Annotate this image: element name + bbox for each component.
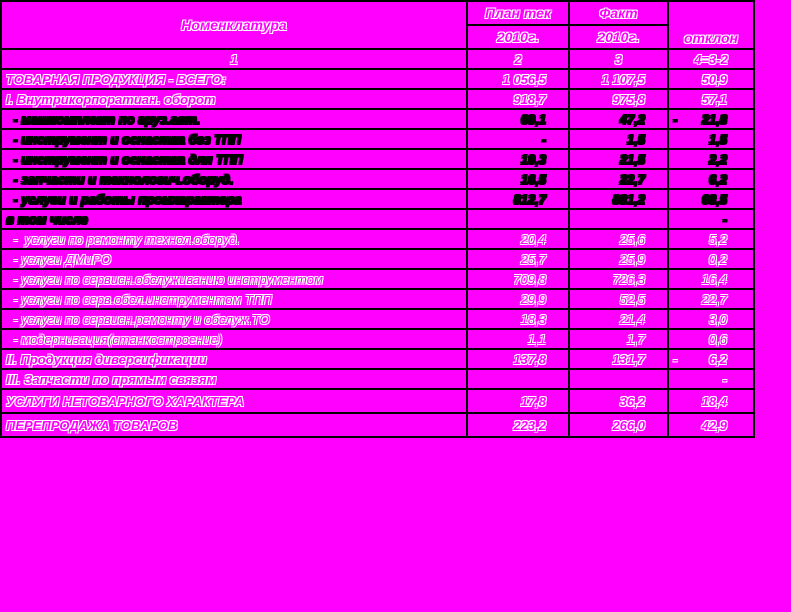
deviation-value: 1,5 [708, 131, 727, 147]
index-cell-3: 3 [569, 49, 668, 69]
row-name: I. Внутрикорпоратиан. оборот [1, 89, 467, 109]
index-cell-4: 4=3-2 [668, 49, 754, 69]
row-fact [569, 369, 668, 389]
table-row [1, 129, 754, 149]
table-row [1, 169, 754, 189]
table-row [1, 89, 754, 109]
deviation-value: 21,8 [701, 111, 727, 127]
row-deviation [668, 109, 754, 129]
table-row [1, 329, 754, 349]
row-name: II. Продукция диверсификации [1, 349, 467, 369]
index-cell-1: 1 [1, 49, 467, 69]
deviation-value: 5,2 [708, 231, 727, 247]
row-fact: 1,7 [569, 329, 668, 349]
deviation-value: 22,7 [701, 291, 727, 307]
table-row [1, 109, 754, 129]
row-name: - модернизация(станкостроение) [1, 329, 467, 349]
row-fact: 266,0 [569, 413, 668, 437]
row-fact: 21,4 [569, 309, 668, 329]
table-row [1, 389, 754, 413]
row-fact: 975,8 [569, 89, 668, 109]
row-deviation [668, 169, 754, 189]
header-fact-line2: 2010г. [569, 25, 668, 49]
row-deviation [668, 149, 754, 169]
row-plan: 29,9 [467, 289, 569, 309]
row-plan: 812,7 [467, 189, 569, 209]
row-name: - машкомплект по груз.авт. [1, 109, 467, 129]
header-plan-line1: План тек [467, 1, 569, 25]
row-deviation [668, 69, 754, 89]
row-deviation [668, 329, 754, 349]
row-deviation [668, 289, 754, 309]
row-fact: 131,7 [569, 349, 668, 369]
header-row [1, 1, 754, 25]
deviation-sign: - [673, 111, 678, 127]
row-name: - инструмент и оснастка для ТПП [1, 149, 467, 169]
row-fact: 47,2 [569, 109, 668, 129]
row-name: ПЕРЕПРОДАЖА ТОВАРОВ [1, 413, 467, 437]
row-plan [467, 209, 569, 229]
row-name: ТОВАРНАЯ ПРОДУКЦИЯ - ВСЕГО: [1, 69, 467, 89]
row-name: - услуги и работы промхарактера [1, 189, 467, 209]
row-plan: 918,7 [467, 89, 569, 109]
row-name: - запчасти и технологич.оборуд. [1, 169, 467, 189]
table-body [1, 69, 754, 437]
row-fact: 1 107,5 [569, 69, 668, 89]
deviation-value: 0,2 [708, 251, 727, 267]
table-row [1, 309, 754, 329]
row-fact: 25,6 [569, 229, 668, 249]
row-deviation [668, 389, 754, 413]
deviation-value: 3,0 [708, 311, 727, 327]
row-plan [467, 369, 569, 389]
row-name: в том числе [1, 209, 467, 229]
row-deviation [668, 309, 754, 329]
table-row [1, 249, 754, 269]
row-name: - услуги по сервисн.обслуживанию инструментом [1, 269, 467, 289]
table-row [1, 69, 754, 89]
row-plan: 69,1 [467, 109, 569, 129]
table-row [1, 349, 754, 369]
row-deviation [668, 349, 754, 369]
row-plan: 1 056,5 [467, 69, 569, 89]
deviation-sign: - [673, 351, 678, 367]
index-row [1, 49, 754, 69]
row-plan: 25,7 [467, 249, 569, 269]
table-row [1, 269, 754, 289]
table-row [1, 229, 754, 249]
row-deviation [668, 89, 754, 109]
row-deviation [668, 369, 754, 389]
row-fact: 52,5 [569, 289, 668, 309]
table-row [1, 149, 754, 169]
row-plan: 17,8 [467, 389, 569, 413]
row-fact: 25,9 [569, 249, 668, 269]
row-plan: 20,4 [467, 229, 569, 249]
row-deviation [668, 269, 754, 289]
row-name: III. Запчасти по прямым связям [1, 369, 467, 389]
deviation-value: 6,2 [708, 171, 727, 187]
row-plan: 709,8 [467, 269, 569, 289]
row-name: - инструмент и оснастка без ТПП [1, 129, 467, 149]
deviation-value: 18,4 [701, 393, 727, 409]
table-row [1, 289, 754, 309]
row-deviation [668, 229, 754, 249]
deviation-value: 68,5 [701, 191, 727, 207]
row-name: УСЛУГИ НЕТОВАРНОГО ХАРАКТЕРА [1, 389, 467, 413]
row-fact: 21,5 [569, 149, 668, 169]
row-plan: 1,1 [467, 329, 569, 349]
index-cell-2: 2 [467, 49, 569, 69]
header-fact-line1: Факт [569, 1, 668, 25]
row-deviation [668, 413, 754, 437]
row-fact [569, 209, 668, 229]
row-fact: 36,2 [569, 389, 668, 413]
row-deviation [668, 189, 754, 209]
row-plan: 19,3 [467, 149, 569, 169]
row-plan: 223,2 [467, 413, 569, 437]
deviation-value: 16,4 [701, 271, 727, 287]
deviation-value: - [722, 211, 727, 227]
row-fact: 1,5 [569, 129, 668, 149]
table-row [1, 413, 754, 437]
deviation-value: - [722, 371, 727, 387]
row-name: - услуги по серв.обсл.инструментом ТПП [1, 289, 467, 309]
header-deviation: отклон [668, 1, 754, 49]
header-plan-line2: 2010г. [467, 25, 569, 49]
row-fact: 881,2 [569, 189, 668, 209]
deviation-value: 57,1 [701, 91, 727, 107]
row-name: - услуги ДМиРО [1, 249, 467, 269]
deviation-value: 2,2 [708, 151, 727, 167]
table-row [1, 209, 754, 229]
row-plan: 137,8 [467, 349, 569, 369]
table-row [1, 189, 754, 209]
row-name: - услуги по сервисн.ремонту и обслуж.ТО [1, 309, 467, 329]
header-nomenclature: Номенклатура [1, 1, 467, 49]
deviation-value: 0,6 [708, 331, 727, 347]
row-deviation [668, 209, 754, 229]
row-fact: 22,7 [569, 169, 668, 189]
row-deviation [668, 129, 754, 149]
row-plan: 16,5 [467, 169, 569, 189]
row-plan: - [467, 129, 569, 149]
deviation-value: 50,9 [701, 71, 727, 87]
row-deviation [668, 249, 754, 269]
table-row [1, 369, 754, 389]
row-fact: 726,3 [569, 269, 668, 289]
row-plan: 18,3 [467, 309, 569, 329]
deviation-value: 42,9 [701, 417, 727, 433]
row-name: - услуги по ремонту технол.оборуд. [1, 229, 467, 249]
deviation-value: 6,2 [708, 351, 727, 367]
